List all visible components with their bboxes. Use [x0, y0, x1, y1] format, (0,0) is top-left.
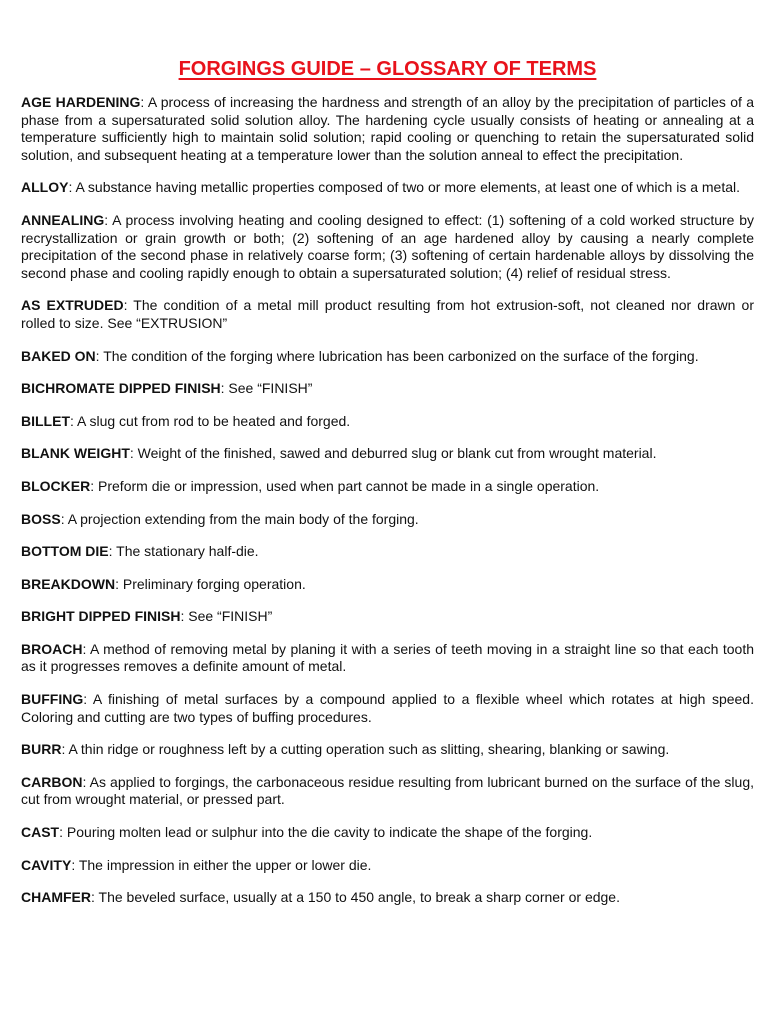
- glossary-entry: [21, 691, 754, 726]
- glossary-definition: : The condition of a metal mill product resulting from hot extrusion-soft, not cleaned nor drawn or rolled to size. See “EXTRUSION”: [21, 297, 754, 331]
- glossary-entry: [21, 741, 754, 759]
- glossary-definition: : A substance having metallic properties composed of two or more elements, at least one of which is a metal.: [68, 179, 741, 196]
- glossary-term: BOTTOM DIE: [21, 543, 109, 560]
- glossary-entry: [21, 608, 754, 626]
- glossary-entry: [21, 94, 754, 164]
- glossary-entry: [21, 413, 754, 431]
- glossary-definition: : The impression in either the upper or lower die.: [71, 856, 372, 873]
- glossary-entry: [21, 511, 754, 529]
- glossary-entry: [21, 576, 754, 594]
- glossary-definition: : The condition of the forging where lubrication has been carbonized on the surface of the forging.: [95, 347, 699, 364]
- glossary-definition: : Preliminary forging operation.: [115, 575, 306, 592]
- glossary-term: BICHROMATE DIPPED FINISH: [21, 380, 221, 397]
- glossary-definition: : A process involving heating and cooling designed to effect: (1) softening of a cold worked structure by recrystallization or grain growth or both; (2) softening of an age hardened alloy by causing a nearly complete precipitation of the second phase in relatively coarse form; (3) softening of certain hardenable alloys by dissolving the second phase and cooling rapidly enough to obtain a supersaturated solution; (4) relief of residual stress.: [21, 211, 754, 281]
- glossary-definition: : A thin ridge or roughness left by a cutting operation such as slitting, shearing, blanking or sawing.: [61, 741, 670, 758]
- glossary-entry: [21, 179, 754, 197]
- glossary-term: CAST: [21, 824, 60, 841]
- glossary-definition: : See “FINISH”: [220, 380, 313, 397]
- glossary-entry: [21, 478, 754, 496]
- glossary-term: BURR: [21, 741, 62, 758]
- glossary-definition: : A process of increasing the hardness and strength of an alloy by the precipitation of particles of a phase from a supersaturated solid solution alloy. The hardening cycle usually consists of heating or annealing at a temperature sufficiently high to maintain solid solution; rapid cooling or quenching to retain the supersaturated solid solution, and subsequent heating at a temperature lower than the solution anneal to effect the precipitation.: [21, 94, 754, 163]
- glossary-definition: : A method of removing metal by planing it with a series of teeth moving in a straight line so that each tooth as it progresses removes a definite amount of metal.: [21, 640, 754, 675]
- glossary-term: BAKED ON: [21, 347, 96, 364]
- glossary-definition: : A finishing of metal surfaces by a compound applied to a flexible wheel which rotates at high speed. Coloring and cutting are two types of buffing procedures.: [21, 691, 754, 725]
- glossary-definition: : See “FINISH”: [180, 608, 273, 625]
- glossary-term: BLANK WEIGHT: [21, 445, 130, 462]
- glossary-entry: [21, 297, 754, 332]
- glossary-definition: : A slug cut from rod to be heated and forged.: [70, 412, 351, 429]
- glossary-definition: : Preform die or impression, used when part cannot be made in a single operation.: [90, 477, 600, 494]
- glossary-entry: [21, 824, 754, 842]
- glossary-entry: [21, 445, 754, 463]
- glossary-term: BRIGHT DIPPED FINISH: [21, 608, 181, 625]
- glossary-entry: [21, 212, 754, 282]
- glossary-entry: [21, 641, 754, 676]
- page-title: FORGINGS GUIDE – GLOSSARY OF TERMS: [178, 58, 597, 80]
- glossary-term: CHAMFER: [21, 889, 91, 906]
- glossary-term: BROACH: [21, 640, 83, 657]
- glossary-entry: [21, 543, 754, 561]
- document-page: [21, 56, 754, 922]
- glossary-definition: : Pouring molten lead or sulphur into the die cavity to indicate the shape of the forging.: [59, 824, 593, 841]
- glossary-definition: : The beveled surface, usually at a 150 to 450 angle, to break a sharp corner or edge.: [91, 889, 620, 906]
- glossary-definition: : A projection extending from the main body of the forging.: [60, 510, 419, 527]
- glossary-term: BOSS: [21, 510, 61, 527]
- glossary-term: BREAKDOWN: [21, 575, 116, 592]
- glossary-entry: [21, 857, 754, 875]
- glossary-definition: : Weight of the finished, sawed and deburred slug or blank cut from wrought material.: [129, 445, 657, 462]
- glossary-term: BUFFING: [21, 691, 84, 708]
- glossary-term: ALLOY: [21, 179, 69, 196]
- glossary-term: CARBON: [21, 773, 83, 790]
- glossary-entry: [21, 380, 754, 398]
- glossary-definition: : The stationary half-die.: [108, 543, 259, 560]
- glossary-definition: : As applied to forgings, the carbonaceous residue resulting from lubricant burned on the surface of the slug, cut from wrought material, or pressed part.: [21, 773, 754, 808]
- glossary-term: CAVITY: [21, 856, 72, 873]
- glossary-term: BILLET: [21, 412, 70, 429]
- glossary-entry: [21, 774, 754, 809]
- glossary-entry: [21, 348, 754, 366]
- glossary-entry: [21, 889, 754, 907]
- glossary-term: ANNEALING: [21, 211, 105, 228]
- glossary-term: AGE HARDENING: [21, 94, 141, 110]
- glossary-term: BLOCKER: [21, 477, 91, 494]
- glossary-term: AS EXTRUDED: [21, 297, 124, 314]
